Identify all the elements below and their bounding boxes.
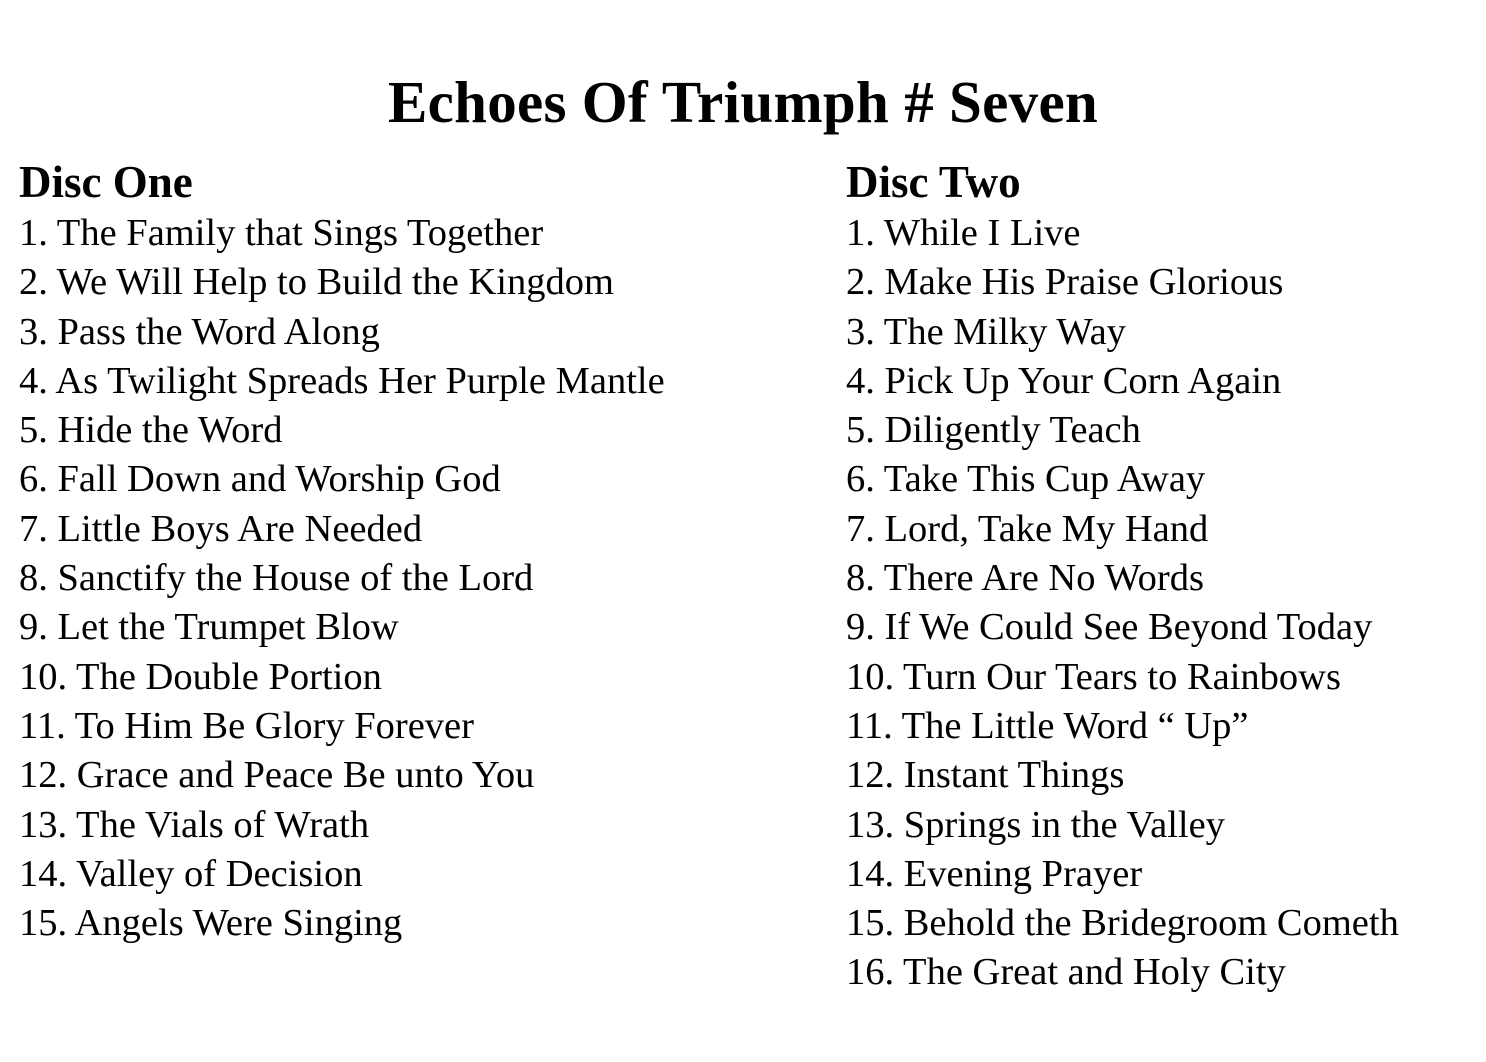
track-item: 11. The Little Word “ Up” xyxy=(846,704,1249,747)
track-item: 12. Grace and Peace Be unto You xyxy=(19,754,535,797)
track-item: 1. The Family that Sings Together xyxy=(19,212,544,254)
track-item: 4. As Twilight Spreads Her Purple Mantle xyxy=(19,359,665,402)
disc-one-section xyxy=(19,155,665,948)
track-item: 13. Springs in the Valley xyxy=(846,803,1225,846)
track-item: 10. Turn Our Tears to Rainbows xyxy=(846,655,1341,698)
disc-one-heading: Disc One xyxy=(19,157,193,207)
track-item: 13. The Vials of Wrath xyxy=(19,803,370,846)
track-item: 8. There Are No Words xyxy=(846,557,1204,600)
track-item: 3. Pass the Word Along xyxy=(19,310,380,353)
track-item: 5. Hide the Word xyxy=(19,409,283,452)
track-item: 10. The Double Portion xyxy=(19,655,382,698)
track-item: 5. Diligently Teach xyxy=(846,409,1141,452)
page-title: Echoes Of Triumph # Seven xyxy=(387,68,1099,135)
disc-two-section xyxy=(846,155,1399,998)
track-item: 9. Let the Trumpet Blow xyxy=(19,606,399,649)
track-item: 14. Evening Prayer xyxy=(846,852,1143,895)
disc-one-track-list xyxy=(19,209,665,948)
track-item: 7. Little Boys Are Needed xyxy=(19,507,423,550)
disc-two-track-list xyxy=(846,209,1399,998)
track-item: 12. Instant Things xyxy=(846,754,1125,797)
track-item: 2. We Will Help to Build the Kingdom xyxy=(19,261,614,304)
track-item: 9. If We Could See Beyond Today xyxy=(846,606,1373,649)
disc-two-heading: Disc Two xyxy=(846,157,1021,207)
track-item: 6. Take This Cup Away xyxy=(846,458,1206,501)
track-item: 7. Lord, Take My Hand xyxy=(846,507,1209,550)
track-item: 2. Make His Praise Glorious xyxy=(846,261,1284,304)
track-item: 1. While I Live xyxy=(846,212,1081,254)
track-item: 8. Sanctify the House of the Lord xyxy=(19,557,534,600)
track-item: 11. To Him Be Glory Forever xyxy=(19,704,474,747)
track-item: 14. Valley of Decision xyxy=(19,852,363,895)
track-item: 3. The Milky Way xyxy=(846,310,1126,353)
track-item: 15. Behold the Bridegroom Cometh xyxy=(846,902,1399,945)
track-item: 15. Angels Were Singing xyxy=(19,902,403,945)
track-item: 16. The Great and Holy City xyxy=(846,951,1286,994)
track-item: 6. Fall Down and Worship God xyxy=(19,458,501,501)
track-item: 4. Pick Up Your Corn Again xyxy=(846,359,1282,402)
